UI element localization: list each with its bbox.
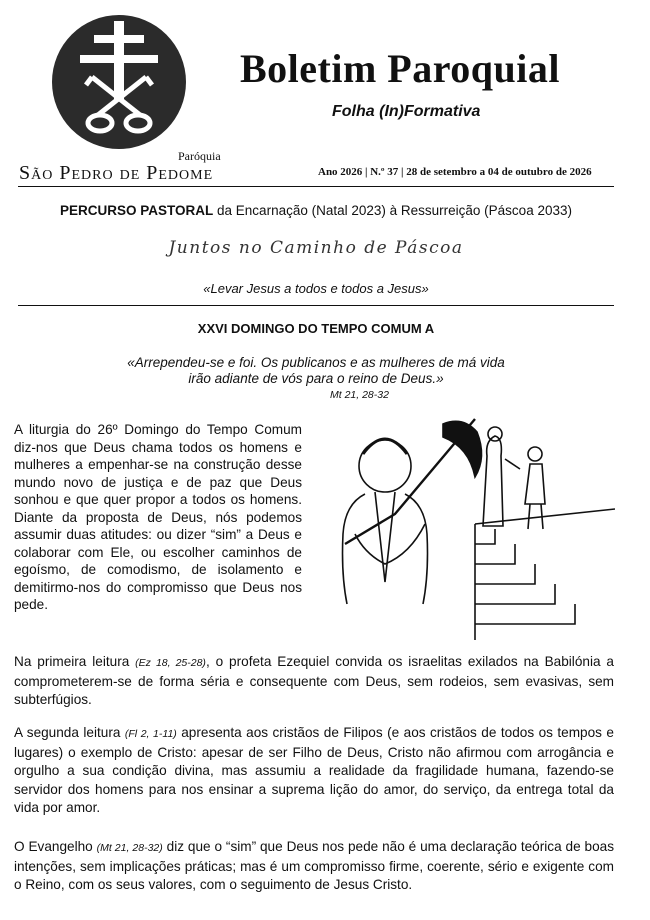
- worker-figure-icon: [343, 419, 482, 604]
- scripture-ref: (Fl 2, 1-11): [124, 728, 177, 740]
- quote-line: «Arrependeu-se e foi. Os publicanos e as mulheres de má vida: [127, 355, 505, 370]
- pastoral-route-label: PERCURSO PASTORAL: [60, 203, 214, 218]
- stairs-icon: [475, 509, 615, 640]
- parish-label: Paróquia: [178, 149, 221, 163]
- gospel-quote: [18, 355, 614, 387]
- divider: [18, 305, 614, 306]
- pastoral-route-text: da Encarnação (Natal 2023) à Ressurreição (Páscoa 2033): [213, 203, 572, 218]
- liturgy-heading: XXVI DOMINGO DO TEMPO COMUM A: [197, 321, 435, 336]
- scripture-ref: (Mt 21, 28-32): [96, 842, 163, 854]
- bulletin-subtitle: Folha (In)Formativa: [332, 103, 481, 120]
- gospel-paragraph: [14, 838, 614, 895]
- pastoral-tagline: Juntos no Caminho de Páscoa: [168, 238, 464, 258]
- parish-logo: [52, 15, 186, 149]
- illustration: [325, 414, 615, 640]
- text: A segunda leitura: [14, 725, 125, 740]
- divider: [18, 186, 614, 187]
- quote-line: irão adiante de vós para o reino de Deus.»: [188, 371, 444, 386]
- text: apresenta aos cristãos de Filipos (e aos cristãos de todos os tempos e lugares) o exemplo de Cristo: apesar de ser Filho de Deus, Cristo não afirmou com arrogância e orgulho a sua condição divina, mas assumiu a realidade da fragilidade humana, fazendo-se servidor dos homens para nos ensinar a suprema lição do amor, do serviço, da entrega total da vida por amor.: [14, 725, 614, 815]
- scripture-ref: (Ez 18, 25-28): [135, 657, 206, 669]
- text: Na primeira leitura: [14, 654, 136, 669]
- bulletin-title: Boletim Paroquial: [240, 46, 560, 91]
- quote-reference: Mt 21, 28-32: [330, 389, 389, 401]
- text: , o profeta Ezequiel convida os israelitas exilados na Babilónia a comprometerem-se de forma séria e consequente com Deus, sem rodeios, sem evasivas, sem subterfúgios.: [14, 654, 614, 707]
- text: diz que o “sim” que Deus nos pede não é uma declaração teórica de boas intenções, sem implicações práticas; mas é um compromisso firme, coerente, sério e exigente com o Reino, com os seus valores, com o seguimento de Jesus Cristo.: [14, 839, 615, 892]
- second-reading-paragraph: [14, 724, 614, 818]
- intro-paragraph: A liturgia do 26º Domingo do Tempo Comum diz-nos que Deus chama todos os homens e mulheres a empenhar-se na construção desse mundo novo de justiça e de paz que Deus sonhou e que quer propor a todos os homens. Diante da proposta de Deus, nós podemos assumir duas atitudes: ou dizer “sim” a Deus e colaborar com Ele, ou escolher caminhos de egoísmo, de comodismo, de isolamento e demitirmo-nos do compromisso que Deus nos pede.: [14, 422, 302, 612]
- pastoral-route: [18, 203, 614, 218]
- pastoral-motto: «Levar Jesus a todos e todos a Jesus»: [203, 281, 429, 296]
- edition-info: Ano 2026 | N.º 37 | 28 de setembro a 04 de outubro de 2026: [318, 166, 592, 178]
- first-reading-paragraph: [14, 653, 614, 710]
- father-and-son-icon: [483, 427, 545, 529]
- text: O Evangelho: [14, 839, 97, 854]
- parish-name: São Pedro de Pedome: [19, 162, 214, 184]
